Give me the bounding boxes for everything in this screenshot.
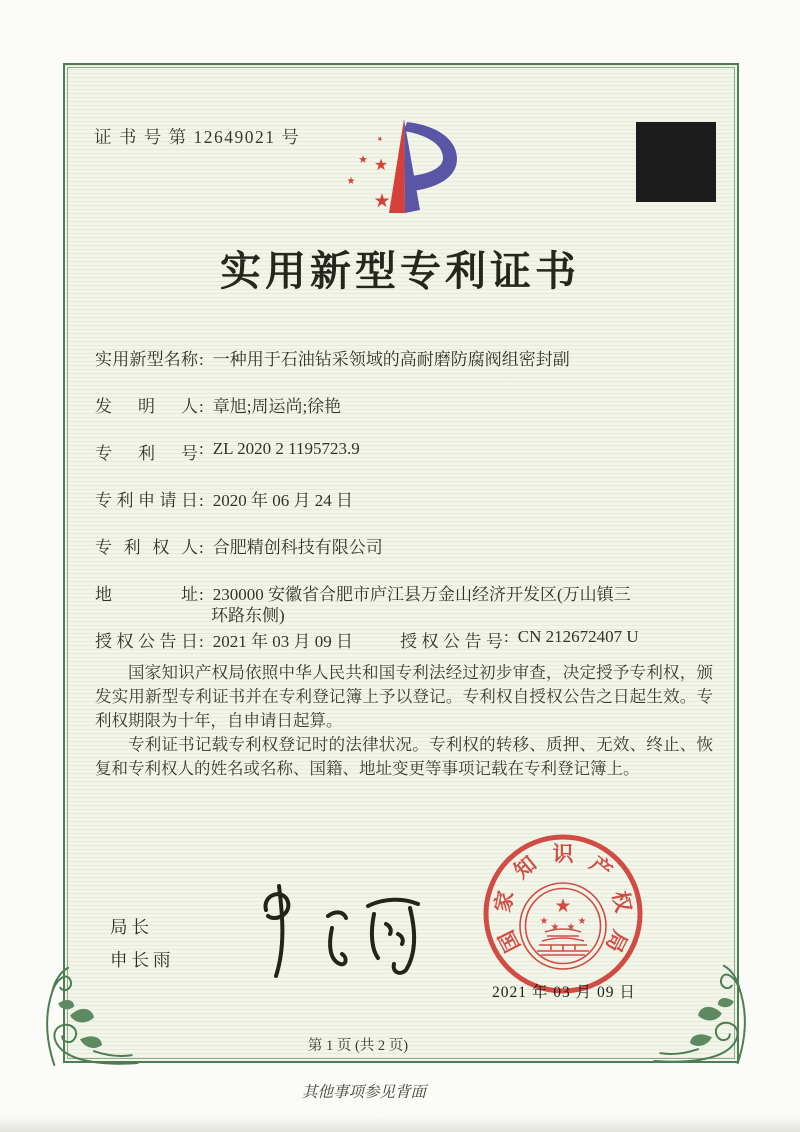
field-colon: : (199, 350, 204, 369)
field-row-inventor (95, 392, 715, 417)
field-colon: : (199, 538, 204, 557)
svg-text:★: ★ (375, 134, 385, 145)
director-signature (228, 876, 428, 981)
field-row-name (95, 345, 715, 370)
field-label: 实用新型名称 (95, 350, 198, 369)
field-value: 一种用于石油钻采领域的高耐磨防腐阀组密封副 (212, 350, 570, 369)
corner-flourish-icon (40, 944, 140, 1068)
legal-text (95, 661, 713, 781)
field-value-grant-number: CN 212672407 U (517, 627, 639, 646)
field-label: 授权公告日 (95, 632, 198, 651)
field-label: 专利号 (95, 444, 198, 463)
official-seal (481, 832, 645, 996)
field-value-grant-date: 2021 年 03 月 09 日 (212, 632, 353, 651)
page-number: 第 1 页 (共 2 页) (307, 1038, 409, 1054)
legal-paragraph-2: 专利证书记载专利权登记时的法律状况。专利权的转移、质押、无效、终止、恢复和专利权人的姓名或名称、国籍、地址变更等事项记载在专利登记簿上。 (95, 735, 713, 778)
svg-text:知: 知 (509, 851, 541, 884)
svg-text:★: ★ (373, 155, 389, 174)
field-row-filing-date (95, 486, 715, 511)
corner-flourish-icon (652, 942, 752, 1066)
field-row-patent-number (95, 439, 715, 464)
back-note: 其他事项参见背面 (301, 1084, 426, 1101)
field-label: 授权公告号 (400, 632, 503, 651)
field-colon: : (199, 397, 204, 416)
field-colon: : (199, 585, 204, 604)
svg-text:★: ★ (373, 190, 391, 212)
svg-text:国: 国 (494, 926, 525, 957)
field-row-address (95, 580, 715, 605)
field-value: 章旭;周运尚;徐艳 (212, 397, 342, 416)
director-title: 局长 (110, 917, 153, 937)
page-edge-shadow (0, 1116, 800, 1132)
seal-date: 2021 年 03 月 09 日 (492, 984, 636, 1001)
svg-text:★: ★ (566, 922, 576, 933)
svg-text:★: ★ (550, 922, 560, 933)
svg-text:产: 产 (585, 851, 617, 884)
svg-text:★: ★ (577, 916, 587, 927)
field-label: 专利申请日 (95, 491, 198, 510)
certificate-number: 证 书 号 第 12649021 号 (94, 127, 301, 147)
svg-text:★: ★ (539, 916, 549, 927)
field-colon: : (199, 632, 204, 651)
legal-paragraph-1: 国家知识产权局依照中华人民共和国专利法经过初步审查，决定授予专利权，颁发实用新型专利证书并在专利登记簿上予以登记。专利权自授权公告之日起生效。专利权期限为十年，自申请日起算。 (95, 663, 713, 730)
field-colon: : (504, 627, 509, 646)
svg-text:★: ★ (358, 153, 368, 166)
field-value: 合肥精创科技有限公司 (212, 538, 383, 557)
qr-code (636, 122, 716, 202)
svg-text:家: 家 (490, 888, 519, 915)
svg-text:识: 识 (552, 842, 574, 866)
svg-text:局: 局 (601, 926, 632, 957)
svg-text:权: 权 (607, 888, 636, 915)
field-value-address-line2: 环路东侧) (211, 606, 285, 625)
field-colon: : (199, 439, 204, 458)
field-value: 2020 年 06 月 24 日 (212, 491, 353, 510)
field-value: 230000 安徽省合肥市庐江县万金山经济开发区(万山镇三 (212, 585, 631, 604)
director-name: 申长雨 (110, 950, 175, 970)
field-pair-grant-number (400, 627, 639, 652)
field-row-grant (95, 627, 715, 652)
field-label: 专利权人 (95, 538, 198, 557)
field-row-patentee (95, 533, 715, 558)
field-colon: : (199, 491, 204, 510)
cnipa-logo-icon (338, 114, 470, 218)
field-label: 发明人 (95, 397, 198, 416)
certificate-title: 实用新型专利证书 (220, 248, 580, 294)
field-value: ZL 2020 2 1195723.9 (212, 439, 360, 458)
field-label: 地址 (95, 585, 198, 604)
svg-text:★: ★ (346, 176, 356, 187)
national-emblem-icon (520, 883, 606, 969)
svg-text:★: ★ (554, 895, 572, 917)
